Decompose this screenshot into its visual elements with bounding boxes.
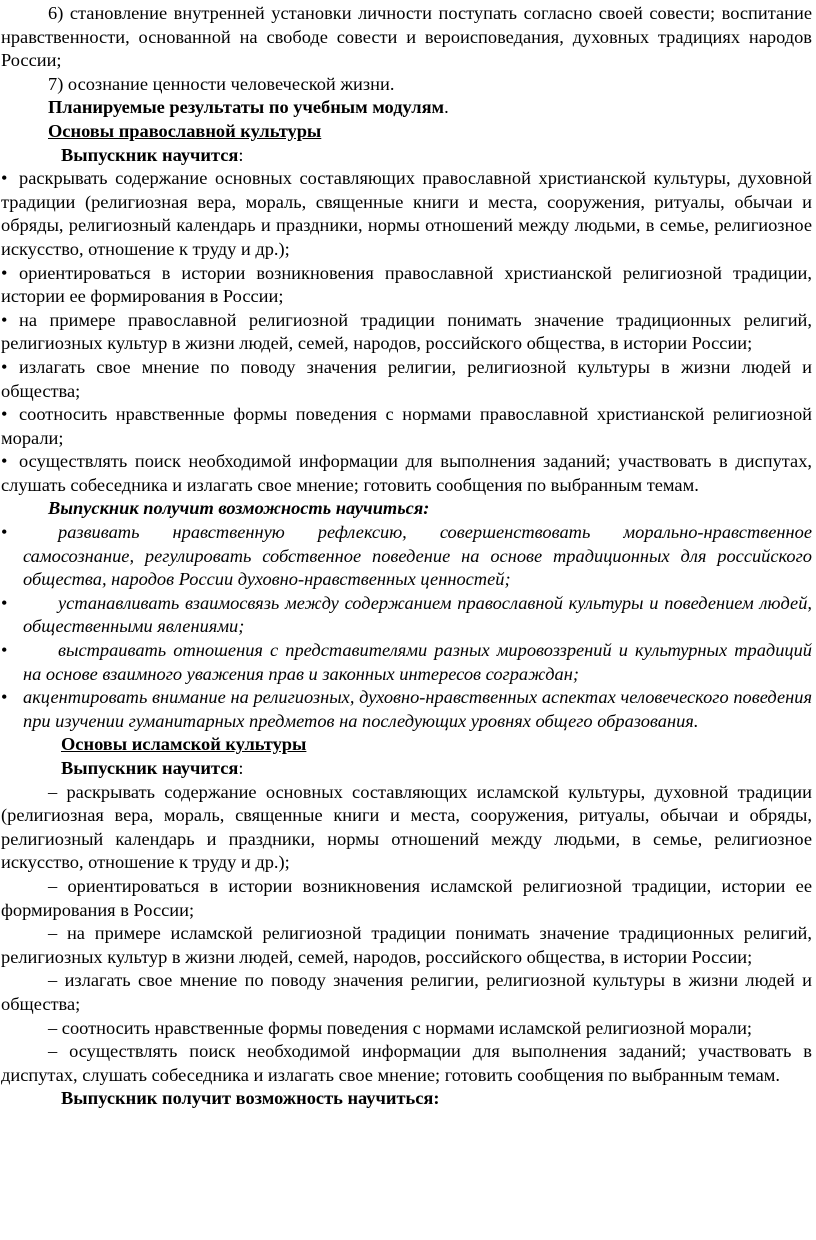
- orthodox-section-title: Основы православной культуры: [48, 120, 322, 141]
- list-item: – раскрывать содержание основных составляющих исламской культуры, духовной традиции (религиозная вера, мораль, священные книги и места, сооружения, ритуалы, обычаи и обряды, религиозный календарь и праздники, нормы отношений между людьми, в семье, религиозное искусство, отношение к труду и др.);: [1, 781, 812, 873]
- list-item: – ориентироваться в истории возникновения исламской религиозной традиции, истории ее формирования в России;: [1, 875, 812, 920]
- list-item: [1, 521, 812, 592]
- orthodox-opportunity-heading: Выпускник получит возможность научиться:: [48, 498, 430, 519]
- list-item-text: акцентировать внимание на религиозных, духовно-нравственных аспектах человеческого поведения при изучении гуманитарных предметов на последующих уровнях общего образования.: [23, 687, 812, 731]
- list-item: – излагать свое мнение по поводу значения религии, религиозной культуры в жизни людей и общества;: [1, 970, 812, 1014]
- islamic-opportunity-heading: Выпускник получит возможность научиться:: [61, 1088, 440, 1109]
- islamic-learn-colon: :: [238, 758, 244, 778]
- orthodox-learn-list: [1, 167, 812, 497]
- bullet-icon: •: [1, 522, 8, 543]
- list-item: [1, 592, 812, 639]
- goal-7: 7) осознание ценности человеческой жизни.: [48, 73, 395, 94]
- islamic-learn-heading: [1, 757, 812, 781]
- list-item-text: устанавливать взаимосвязь между содержанием православной культуры и поведением людей, общественными явлениями;: [23, 592, 812, 637]
- planned-results-dot: .: [444, 97, 449, 118]
- orthodox-learn-heading: [1, 144, 812, 168]
- list-item: [1, 450, 812, 497]
- list-item-text: соотносить нравственные формы поведения с нормами православной христианской религиозной морали;: [1, 404, 812, 448]
- list-item: [1, 262, 812, 309]
- planned-results-title: Планируемые результаты по учебным модулям: [48, 97, 445, 118]
- bullet-icon: •: [1, 404, 8, 425]
- bullet-icon: •: [1, 309, 8, 330]
- list-item: – на примере исламской религиозной традиции понимать значение традиционных религий, религиозных культур в жизни людей, семей, народов, российского общества, в истории России;: [1, 923, 812, 967]
- orthodox-learn-label: Выпускник научится: [61, 144, 239, 165]
- list-item: – соотносить нравственные формы поведения с нормами исламской религиозной морали;: [48, 1017, 753, 1038]
- bullet-icon: •: [1, 168, 8, 189]
- islamic-learn-label: Выпускник научится: [61, 758, 239, 778]
- list-item: [1, 356, 812, 403]
- bullet-icon: •: [1, 262, 8, 283]
- orthodox-learn-colon: :: [238, 144, 244, 165]
- islamic-section-title: Основы исламской культуры: [61, 734, 307, 755]
- bullet-icon: •: [1, 592, 8, 613]
- goal-6: 6) становление внутренней установки личности поступать согласно своей совести; воспитание нравственности, основанной на свободе совести и вероисповедания, духовных традициях народов России;: [1, 3, 812, 71]
- list-item-text: на примере православной религиозной традиции понимать значение традиционных религий, религиозных культур в жизни людей, семей, народов, российского общества, в истории России;: [1, 309, 812, 354]
- list-item-text: излагать свое мнение по поводу значения религии, религиозной культуры в жизни людей и общества;: [1, 356, 812, 401]
- orthodox-opportunity-list: [1, 521, 812, 733]
- bullet-icon: •: [1, 356, 8, 377]
- bullet-icon: •: [1, 640, 8, 661]
- list-item: [1, 686, 812, 733]
- list-item-text: ориентироваться в истории возникновения православной христианской религиозной традиции, истории ее формирования в России;: [1, 262, 812, 307]
- list-item-text: раскрывать содержание основных составляющих православной христианской культуры, духовной традиции (религиозная вера, мораль, священные книги и места, сооружения, ритуалы, обычаи и обряды, религиозный календарь и праздники, нормы отношений между людьми, в семье, религиозное искусство, отношение к труду и др.);: [1, 168, 812, 259]
- list-item: [1, 403, 812, 450]
- list-item-text: выстраивать отношения с представителями разных мировоззрений и культурных традиций на основе взаимного уважения прав и законных интересов сограждан;: [23, 640, 812, 684]
- islamic-learn-list: [1, 781, 812, 1088]
- list-item: [1, 167, 812, 261]
- list-item-text: осуществлять поиск необходимой информации для выполнения заданий; участвовать в диспутах, слушать собеседника и излагать свое мнение; готовить сообщения по выбранным темам.: [1, 451, 812, 495]
- bullet-icon: •: [1, 451, 8, 472]
- list-item: – осуществлять поиск необходимой информации для выполнения заданий; участвовать в диспутах, слушать собеседника и излагать свое мнение; готовить сообщения по выбранным темам.: [1, 1041, 812, 1085]
- bullet-icon: •: [1, 687, 8, 708]
- list-item-text: развивать нравственную рефлексию, совершенствовать морально-нравственное самосознание, регулировать собственное поведение на основе традиционных для российского общества, народов России духовно-нравственных ценностей;: [23, 522, 812, 590]
- list-item: [1, 309, 812, 356]
- list-item: [1, 639, 812, 686]
- planned-results-heading: [1, 96, 812, 120]
